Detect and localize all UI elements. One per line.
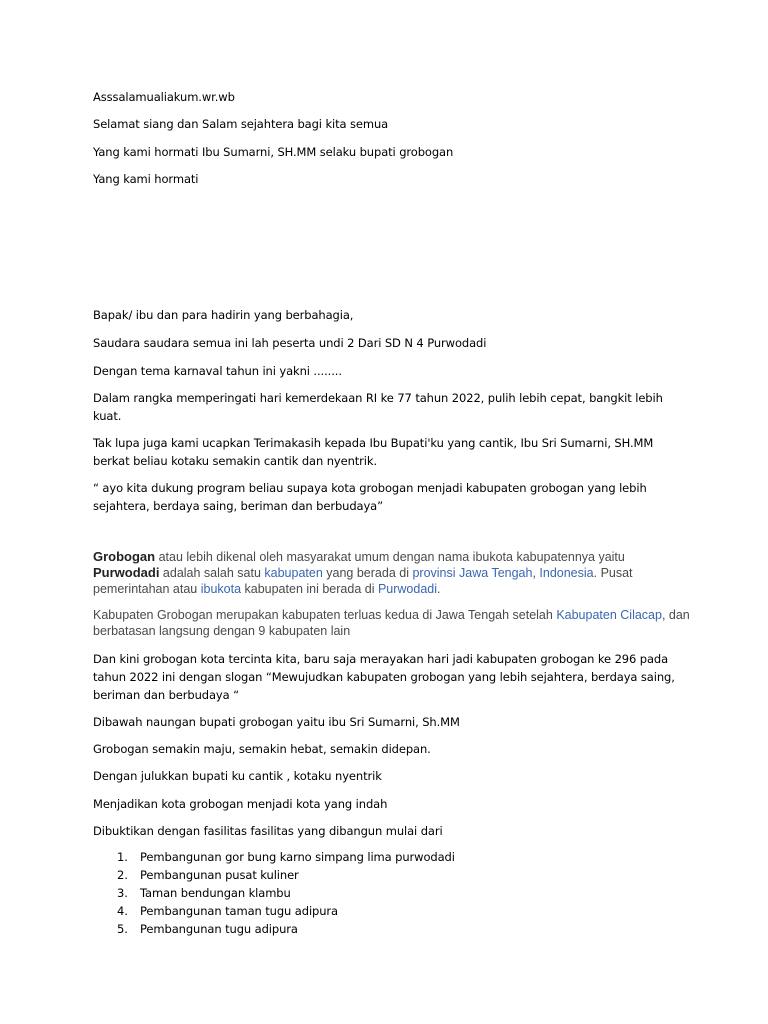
facilities-list: [93, 848, 693, 938]
list-item: 1. Pembangunan gor bung karno simpang lima purwodadi: [117, 850, 455, 864]
wiki-paragraph: Kabupaten Grobogan merupakan kabupaten terluas kedua di Jawa Tengah setelah Kabupaten Cilacap, dan berbatasan langsung dengan 9 kabupaten lain: [93, 608, 690, 638]
link-ibukota[interactable]: ibukota: [200, 582, 242, 596]
link-jawa-tengah[interactable]: Jawa Tengah: [459, 566, 533, 580]
body-paragraph: Bapak/ ibu dan para hadirin yang berbahagia,: [93, 308, 354, 322]
wiki-paragraph: Grobogan atau lebih dikenal oleh masyarakat umum dengan nama ibukota kabupatennya yaitu Purwodadi adalah salah satu kabupaten yang berada di provinsi Jawa Tengah, Indonesia. Pusat pemerintahan atau ibukota kabupaten ini berada di Purwodadi.: [93, 549, 633, 596]
list-item: 5. Pembangunan tugu adipura: [117, 922, 298, 936]
body-paragraph: Tak lupa juga kami ucapkan Terimakasih kepada Ibu Bupati'ku yang cantik, Ibu Sri Sumarni, SH.MM berkat beliau kotaku semakin cantik dan nyentrik.: [93, 436, 654, 468]
body-paragraph: Dalam rangka memperingati hari kemerdekaan RI ke 77 tahun 2022, pulih lebih cepat, bangkit lebih kuat.: [93, 391, 663, 423]
body-paragraph: Dengan tema karnaval tahun ini yakni ........: [93, 364, 342, 378]
link-provinsi[interactable]: provinsi: [412, 566, 456, 580]
list-item: 4. Pembangunan taman tugu adipura: [117, 904, 339, 918]
wiki-term-grobogan: Grobogan: [93, 549, 156, 564]
body-paragraph: Dibuktikan dengan fasilitas fasilitas yang dibangun mulai dari: [93, 824, 443, 838]
link-indonesia[interactable]: Indonesia: [539, 566, 594, 580]
quote-paragraph: “ ayo kita dukung program beliau supaya kota grobogan menjadi kabupaten grobogan yang lebih sejahtera, berdaya saing, beriman dan berbudaya”: [93, 481, 647, 513]
greeting-line: Asssalamualiakum.wr.wb: [93, 90, 235, 104]
wiki-term-purwodadi: Purwodadi: [93, 565, 160, 580]
link-kabupaten-cilacap[interactable]: Kabupaten Cilacap: [556, 608, 662, 622]
list-item: 2. Pembangunan pusat kuliner: [117, 868, 299, 882]
salutation-line: Yang kami hormati Ibu Sumarni, SH.MM selaku bupati grobogan: [93, 145, 454, 159]
body-paragraph: Saudara saudara semua ini lah peserta undi 2 Dari SD N 4 Purwodadi: [93, 336, 487, 350]
salutation-line: Yang kami hormati: [93, 172, 199, 186]
body-paragraph: Dibawah naungan bupati grobogan yaitu ibu Sri Sumarni, Sh.MM: [93, 715, 460, 729]
salutation-line: Selamat siang dan Salam sejahtera bagi kita semua: [93, 117, 389, 131]
body-paragraph: Dan kini grobogan kota tercinta kita, baru saja merayakan hari jadi kabupaten grobogan ke 296 pada tahun 2022 ini dengan slogan “Mewujudkan kabupaten grobogan yang lebih sejahtera, berdaya saing, beriman dan berbudaya “: [93, 652, 675, 702]
link-kabupaten[interactable]: kabupaten: [264, 566, 323, 580]
body-paragraph: Grobogan semakin maju, semakin hebat, semakin didepan.: [93, 742, 431, 756]
link-purwodadi[interactable]: Purwodadi: [377, 582, 438, 596]
body-paragraph: Dengan julukkan bupati ku cantik , kotaku nyentrik: [93, 769, 382, 783]
list-item: 3. Taman bendungan klambu: [117, 886, 291, 900]
body-paragraph: Menjadikan kota grobogan menjadi kota yang indah: [93, 797, 388, 811]
